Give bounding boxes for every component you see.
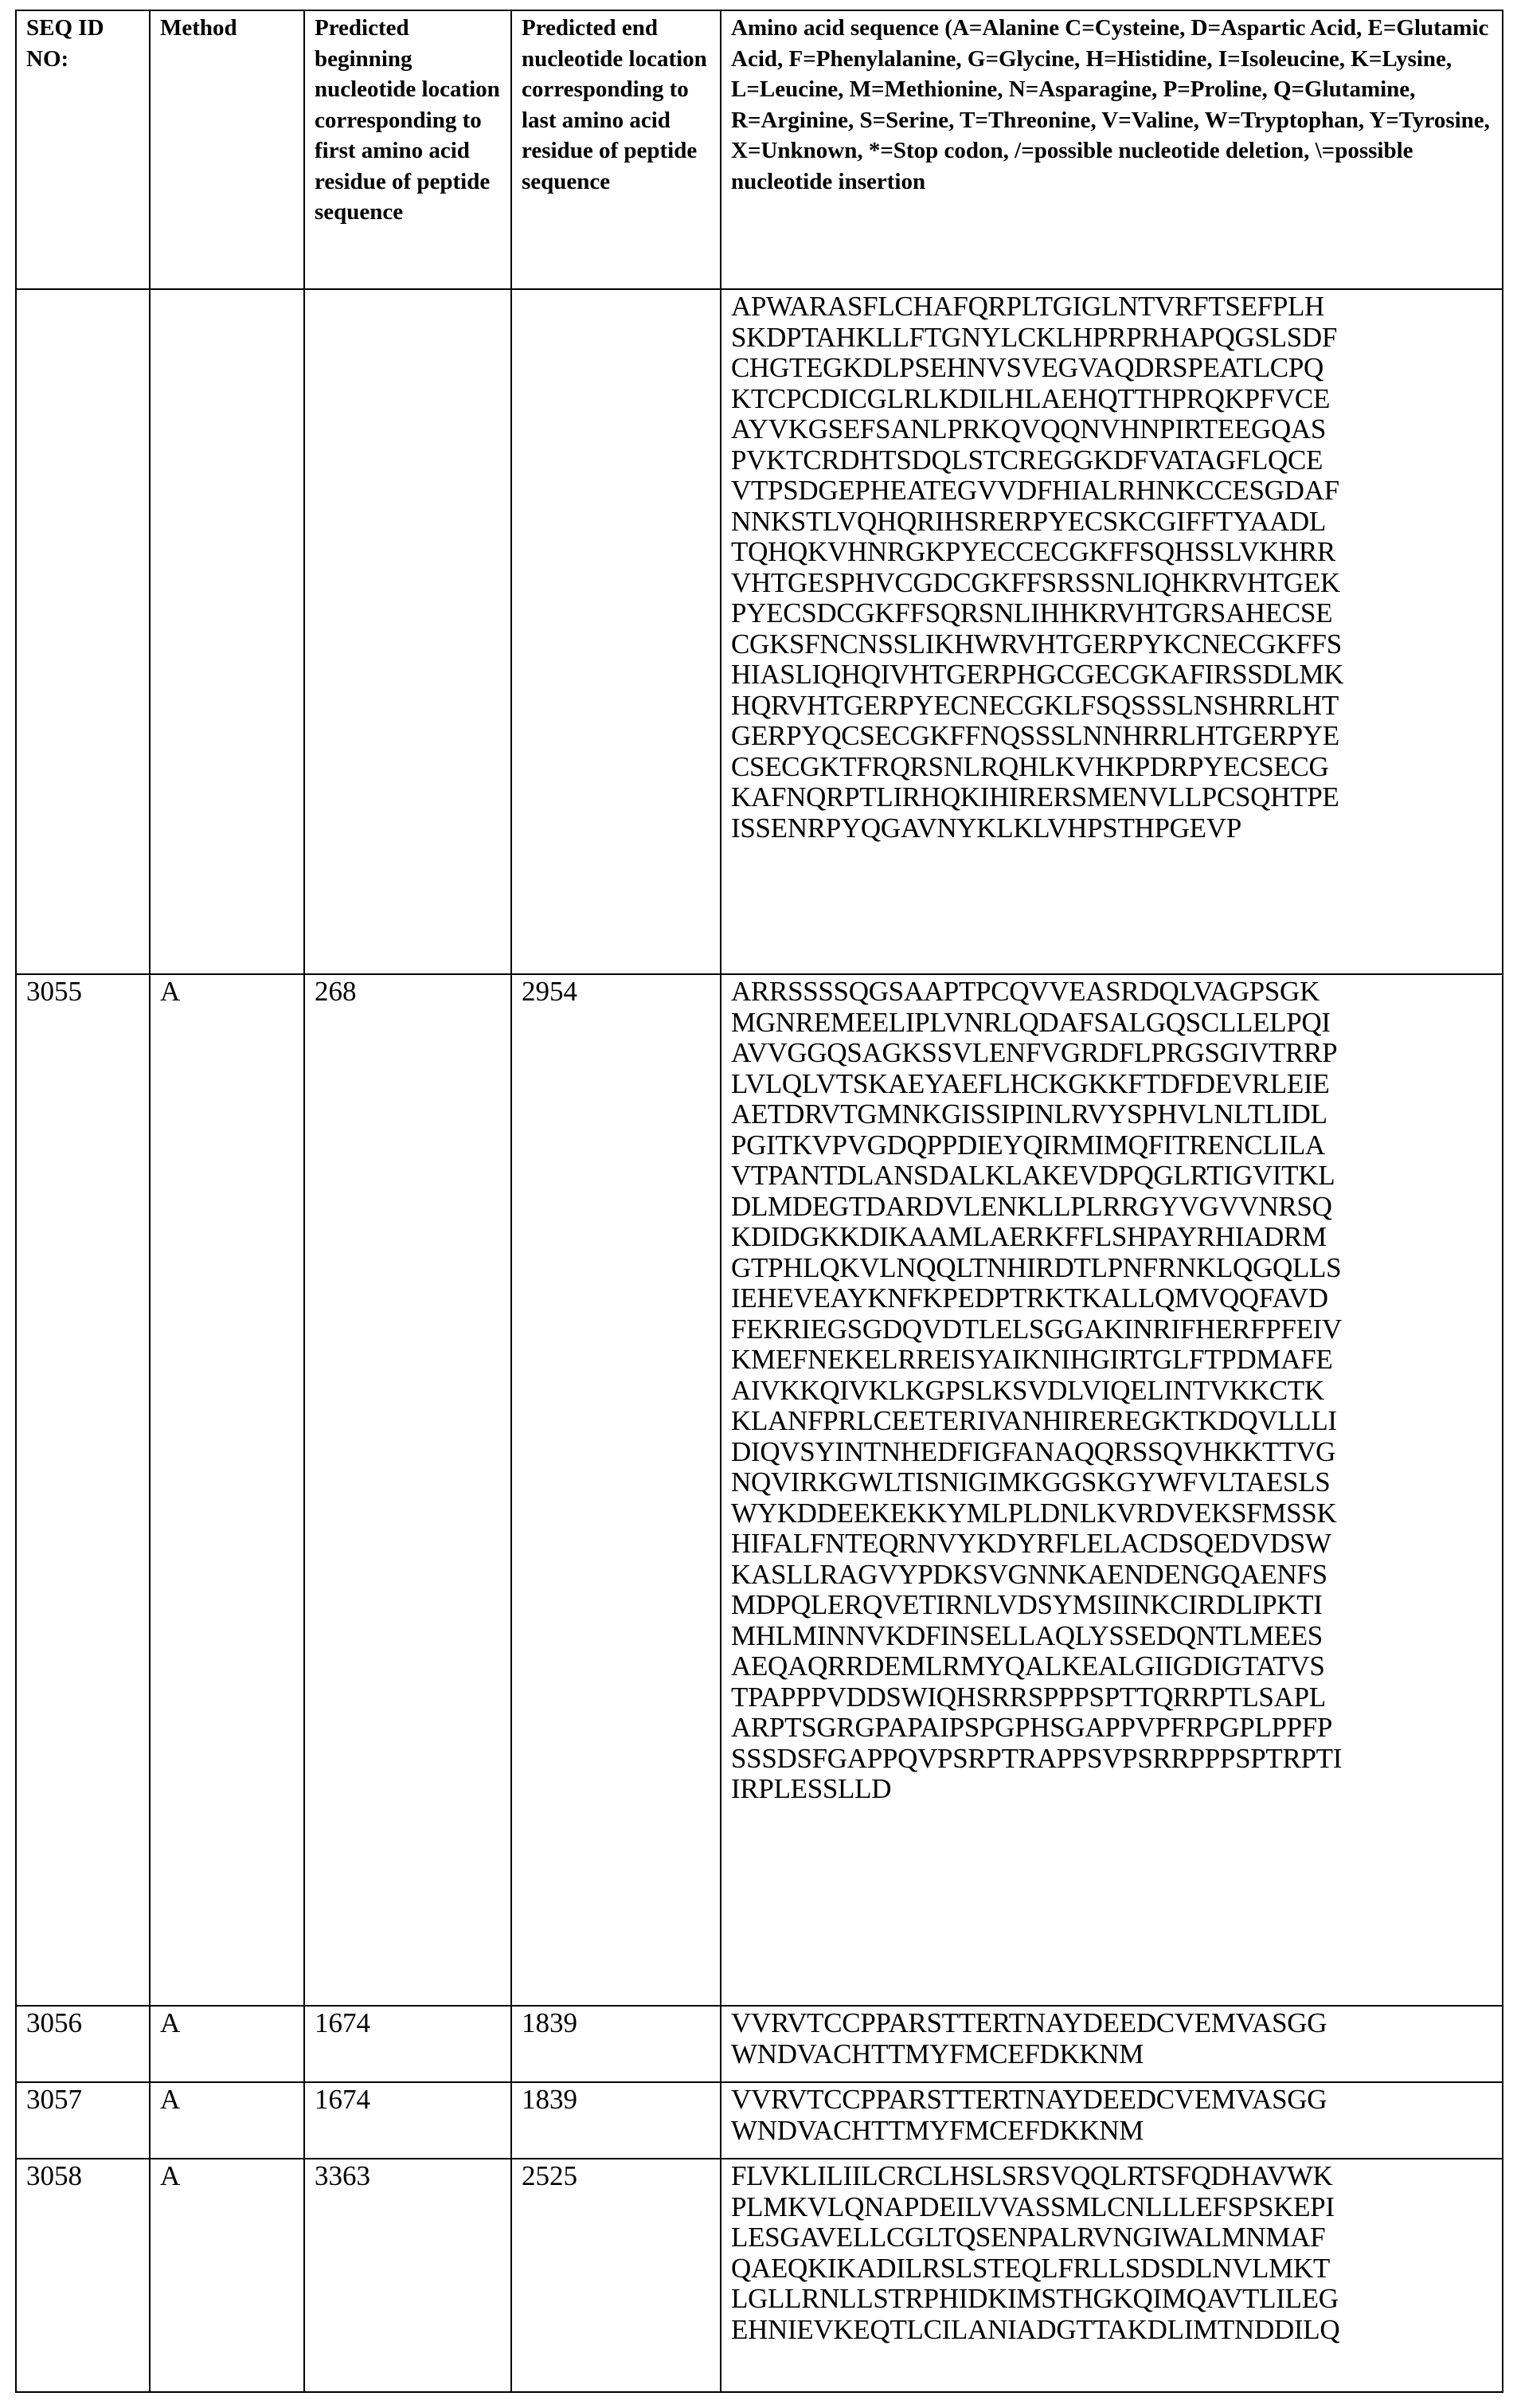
- header-seq-id: SEQ ID NO:: [16, 10, 150, 289]
- sequence-line: IEHEVEAYKNFKPEDPTRKTKALLQMVQQFAVD: [731, 1283, 1492, 1314]
- sequence-line: NQVIRKGWLTISNIGIMKGGSKGYWFVLTAESLS: [731, 1467, 1492, 1498]
- sequence-line: SKDPTAHKLLFTGNYLCKLHPRPRHAPQGSLSDF: [731, 323, 1492, 354]
- end-location-cell: 2954: [511, 974, 721, 2006]
- sequence-line: CSECGKTFRQRSNLRQHLKVHKPDRPYECSECG: [731, 752, 1492, 783]
- sequence-line: WNDVACHTTMYFMCEFDKKNM: [731, 2039, 1492, 2070]
- begin-location-cell: 1674: [304, 2006, 511, 2082]
- sequence-line: PLMKVLQNAPDEILVVASSMLCNLLLEFSPSKEPI: [731, 2192, 1492, 2223]
- end-location-cell: 2525: [511, 2159, 721, 2392]
- sequence-line: KDIDGKKDIKAAMLAERKFFLSHPAYRHIADRM: [731, 1222, 1492, 1253]
- sequence-cell: [721, 2082, 1503, 2159]
- table-row: [16, 289, 1503, 974]
- sequence-line: AVVGGQSAGKSSVLENFVGRDFLPRGSGIVTRRP: [731, 1038, 1492, 1069]
- sequence-line: GTPHLQKVLNQQLTNHIRDTLPNFRNKLQGQLLS: [731, 1253, 1492, 1284]
- sequence-line: VHTGESPHVCGDCGKFFSRSSNLIQHKRVHTGEK: [731, 568, 1492, 599]
- sequence-line: CHGTEGKDLPSEHNVSVEGVAQDRSPEATLCPQ: [731, 353, 1492, 384]
- header-method: Method: [150, 10, 304, 289]
- sequence-line: DIQVSYINTNHEDFIGFANAQQRSSQVHKKTTVG: [731, 1437, 1492, 1468]
- method-cell: A: [150, 2082, 304, 2159]
- sequence-line: PVKTCRDHTSDQLSTCREGGKDFVATAGFLQCE: [731, 445, 1492, 476]
- seq-id-cell: 3056: [16, 2006, 150, 2082]
- begin-location-cell: 3363: [304, 2159, 511, 2392]
- sequence-line: MDPQLERQVETIRNLVDSYMSIINKCIRDLIPKTI: [731, 1590, 1492, 1621]
- sequence-line: HQRVHTGERPYECNECGKLFSQSSSLNSHRRLHT: [731, 691, 1492, 722]
- sequence-cell: [721, 2006, 1503, 2082]
- sequence-line: SSSDSFGAPPQVPSRPTRAPPSVPSRRPPPSPTRPTI: [731, 1744, 1492, 1775]
- seq-id-cell: 3057: [16, 2082, 150, 2159]
- sequence-line: FEKRIEGSGDQVDTLELSGGAKINRIFHERFPFEIV: [731, 1314, 1492, 1345]
- sequence-line: FLVKLILIILCRCLHSLSRSVQQLRTSFQDHAVWK: [731, 2161, 1492, 2192]
- end-location-cell: 1839: [511, 2082, 721, 2159]
- sequence-line: TPAPPPVDDSWIQHSRRSPPPSPTTQRRPTLSAPL: [731, 1682, 1492, 1713]
- sequence-cell: [721, 2159, 1503, 2392]
- sequence-line: LESGAVELLCGLTQSENPALRVNGIWALMNMAF: [731, 2222, 1492, 2253]
- header-row: [16, 10, 1503, 289]
- sequence-line: LGLLRNLLSTRPHIDKIMSTHGKQIMQAVTLILEG: [731, 2284, 1492, 2315]
- table-row: [16, 2159, 1503, 2392]
- method-cell: [150, 289, 304, 974]
- method-cell: A: [150, 2006, 304, 2082]
- sequence-line: VTPSDGEPHEATEGVVDFHIALRHNKCCESGDAF: [731, 476, 1492, 507]
- table-row: [16, 974, 1503, 2006]
- sequence-line: ARRSSSSQGSAAPTPCQVVEASRDQLVAGPSGK: [731, 977, 1492, 1008]
- sequence-line: AEQAQRRDEMLRMYQALKEALGIIGDIGTATVS: [731, 1651, 1492, 1682]
- sequence-line: KMEFNEKELRREISYAIKNIHGIRTGLFTPDMAFE: [731, 1345, 1492, 1376]
- sequence-table: [15, 10, 1503, 2393]
- begin-location-cell: 1674: [304, 2082, 511, 2159]
- sequence-line: WNDVACHTTMYFMCEFDKKNM: [731, 2116, 1492, 2147]
- seq-id-cell: [16, 289, 150, 974]
- sequence-line: NNKSTLVQHQRIHSRERPYECSKCGIFFTYAADL: [731, 507, 1492, 538]
- sequence-line: VVRVTCCPPARSTTERTNAYDEEDCVEMVASGG: [731, 2085, 1492, 2116]
- sequence-cell: [721, 974, 1503, 2006]
- sequence-line: WYKDDEEKEKKYMLPLDNLKVRDVEKSFMSSK: [731, 1498, 1492, 1529]
- sequence-line: KAFNQRPTLIRHQKIHIRERSMENVLLPCSQHTPE: [731, 782, 1492, 813]
- sequence-line: PGITKVPVGDQPPDIEYQIRMIMQFITRENCLILA: [731, 1130, 1492, 1161]
- sequence-line: KTCPCDICGLRLKDILHLAEHQTTHPRQKPFVCE: [731, 384, 1492, 415]
- seq-id-cell: 3055: [16, 974, 150, 2006]
- sequence-line: IRPLESSLLD: [731, 1774, 1492, 1805]
- header-amino-acid-sequence: Amino acid sequence (A=Alanine C=Cysteine, D=Aspartic Acid, E=Glutamic Acid, F=Phenylalanine, G=Glycine, H=Histidine, I=Isoleucine, K=Lysine, L=Leucine, M=Methionine, N=Asparagine, P=Proline, Q=Glutamine, R=Arginine, S=Serine, T=Threonine, V=Valine, W=Tryptophan, Y=Tyrosine, X=Unknown, *=Stop codon, /=possible nucleotide deletion, \=possible nucleotide insertion: [721, 10, 1503, 289]
- sequence-line: PYECSDCGKFFSQRSNLIHHKRVHTGRSAHECSE: [731, 598, 1492, 629]
- method-cell: A: [150, 2159, 304, 2392]
- sequence-cell: [721, 289, 1503, 974]
- sequence-line: AETDRVTGMNKGISSIPINLRVYSPHVLNLTLIDL: [731, 1099, 1492, 1130]
- sequence-line: KLANFPRLCEETERIVANHIREREGKTKDQVLLLI: [731, 1406, 1492, 1437]
- sequence-line: KASLLRAGVYPDKSVGNNKAENDENGQAENFS: [731, 1560, 1492, 1591]
- end-location-cell: 1839: [511, 2006, 721, 2082]
- sequence-line: EHNIEVKEQTLCILANIADGTTAKDLIMTNDDILQ: [731, 2315, 1492, 2346]
- sequence-line: MGNREMEELIPLVNRLQDAFSALGQSCLLELPQI: [731, 1008, 1492, 1039]
- sequence-line: APWARASFLCHAFQRPLTGIGLNTVRFTSEFPLH: [731, 292, 1492, 323]
- sequence-line: HIFALFNTEQRNVYKDYRFLELACDSQEDVDSW: [731, 1529, 1492, 1560]
- sequence-line: TQHQKVHNRGKPYECCECGKFFSQHSSLVKHRR: [731, 537, 1492, 568]
- sequence-line: GERPYQCSECGKFFNQSSSLNNHRRLHTGERPYE: [731, 721, 1492, 752]
- sequence-line: QAEQKIKADILRSLSTEQLFRLLSDSDLNVLMKT: [731, 2253, 1492, 2285]
- begin-location-cell: [304, 289, 511, 974]
- sequence-line: ARPTSGRGPAPAIPSPGPHSGAPPVPFRPGPLPPFP: [731, 1713, 1492, 1744]
- sequence-line: ISSENRPYQGAVNYKLKLVHPSTHPGEVP: [731, 813, 1492, 844]
- begin-location-cell: 268: [304, 974, 511, 2006]
- sequence-line: CGKSFNCNSSLIKHWRVHTGERPYKCNECGKFFS: [731, 629, 1492, 660]
- header-end-location: Predicted end nucleotide location corresponding to last amino acid residue of peptide sequence: [511, 10, 721, 289]
- sequence-line: HIASLIQHQIVHTGERPHGCGECGKAFIRSSDLMK: [731, 660, 1492, 691]
- seq-id-cell: 3058: [16, 2159, 150, 2392]
- sequence-line: AYVKGSEFSANLPRKQVQQNVHNPIRTEEGQAS: [731, 414, 1492, 445]
- sequence-line: VVRVTCCPPARSTTERTNAYDEEDCVEMVASGG: [731, 2008, 1492, 2039]
- sequence-line: DLMDEGTDARDVLENKLLPLRRGYVGVVNRSQ: [731, 1192, 1492, 1223]
- end-location-cell: [511, 289, 721, 974]
- sequence-line: AIVKKQIVKLKGPSLKSVDLVIQELINTVKKCTK: [731, 1376, 1492, 1407]
- header-begin-location: Predicted beginning nucleotide location corresponding to first amino acid residue of peptide sequence: [304, 10, 511, 289]
- sequence-line: LVLQLVTSKAEYAEFLHCKGKKFTDFDEVRLEIE: [731, 1069, 1492, 1100]
- table-row: [16, 2082, 1503, 2159]
- method-cell: A: [150, 974, 304, 2006]
- sequence-line: MHLMINNVKDFINSELLAQLYSSEDQNTLMEES: [731, 1621, 1492, 1652]
- sequence-line: VTPANTDLANSDALKLAKEVDPQGLRTIGVITKL: [731, 1161, 1492, 1192]
- table-row: [16, 2006, 1503, 2082]
